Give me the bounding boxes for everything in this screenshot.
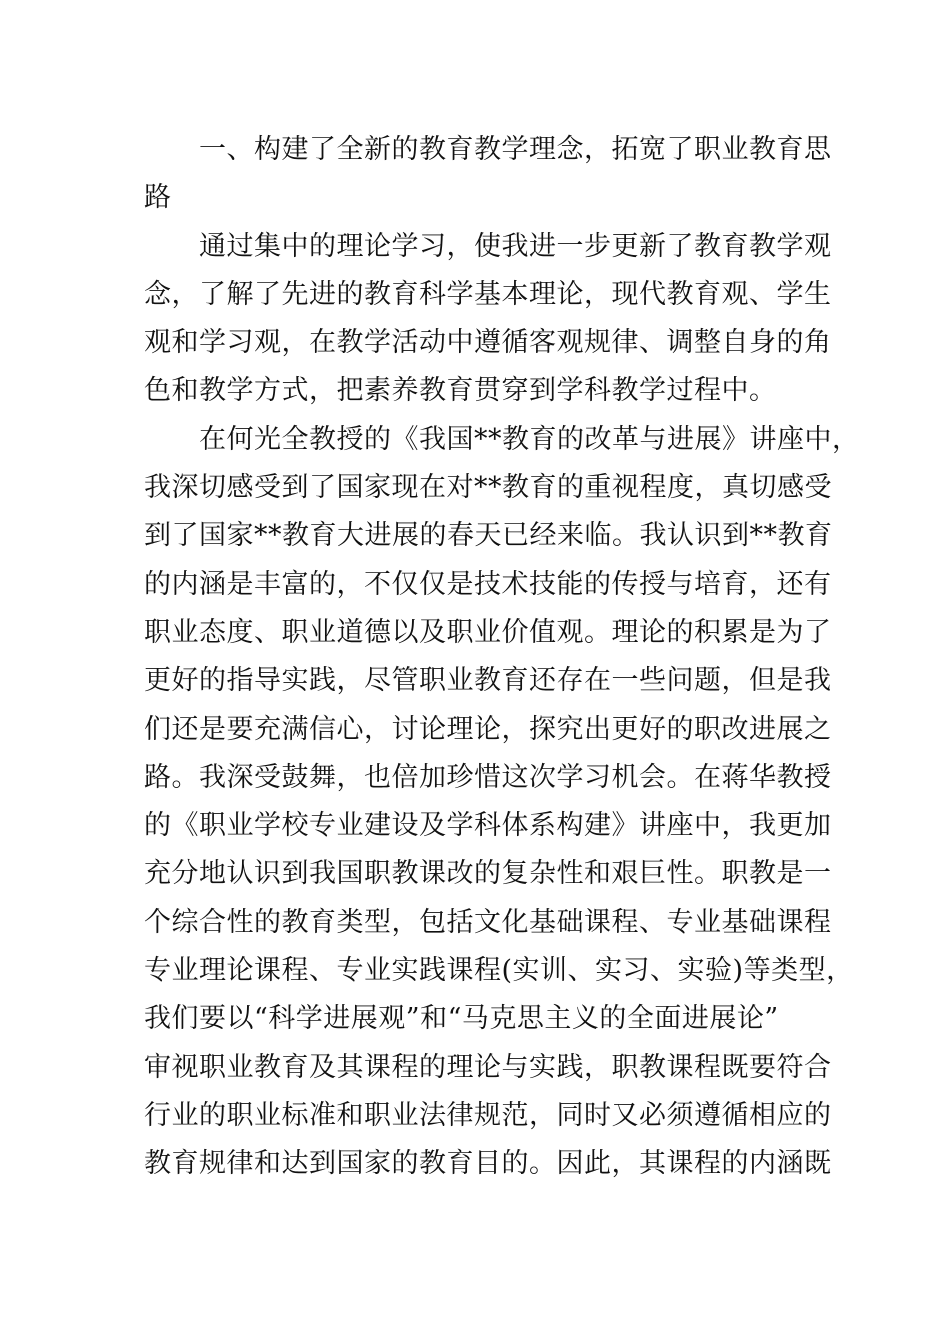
body-line: 个综合性的教育类型，包括文化基础课程、专业基础课程 <box>144 906 832 938</box>
body-line: 路。我深受鼓舞，也倍加珍惜这次学习机会。在蒋华教授 <box>144 761 832 793</box>
body-line: 行业的职业标准和职业法律规范，同时又必须遵循相应的 <box>144 1099 832 1131</box>
body-line: 念，了解了先进的教育科学基本理论，现代教育观、学生 <box>144 278 832 310</box>
body-line: 教育规律和达到国家的教育目的。因此，其课程的内涵既 <box>144 1148 832 1180</box>
body-line: 观和学习观，在教学活动中遵循客观规律、调整自身的角 <box>144 327 832 359</box>
body-line: 到了国家**教育大进展的春天已经来临。我认识到**教育 <box>144 520 833 552</box>
body-line: 我深切感受到了国家现在对**教育的重视程度，真切感受 <box>144 472 832 504</box>
body-line: 们还是要充满信心，讨论理论，探究出更好的职改进展之 <box>144 713 832 745</box>
body-line: 更好的指导实践，尽管职业教育还存在一些问题，但是我 <box>144 665 832 697</box>
section-heading-line-2: 路 <box>144 182 172 214</box>
body-line: 色和教学方式，把素养教育贯穿到学科教学过程中。 <box>144 375 777 407</box>
body-line: 专业理论课程、专业实践课程(实训、实习、实验)等类型， <box>144 955 854 987</box>
document-body <box>144 126 860 1189</box>
body-line: 的《职业学校专业建设及学科体系构建》讲座中，我更加 <box>144 810 832 842</box>
body-line: 审视职业教育及其课程的理论与实践，职教课程既要符合 <box>144 1051 832 1083</box>
body-line: 在何光全教授的《我国**教育的改革与进展》讲座中， <box>199 423 860 455</box>
body-line: 我们要以“科学进展观”和“马克思主义的全面进展论” <box>144 1003 779 1035</box>
body-line: 职业态度、职业道德以及职业价值观。理论的积累是为了 <box>144 616 832 648</box>
body-line: 的内涵是丰富的，不仅仅是技术技能的传授与培育，还有 <box>144 568 832 600</box>
body-line: 充分地认识到我国职教课改的复杂性和艰巨性。职教是一 <box>144 858 832 890</box>
section-heading-line-1: 一、构建了全新的教育教学理念，拓宽了职业教育思 <box>199 134 832 165</box>
body-line: 通过集中的理论学习，使我进一步更新了教育教学观 <box>199 230 832 262</box>
